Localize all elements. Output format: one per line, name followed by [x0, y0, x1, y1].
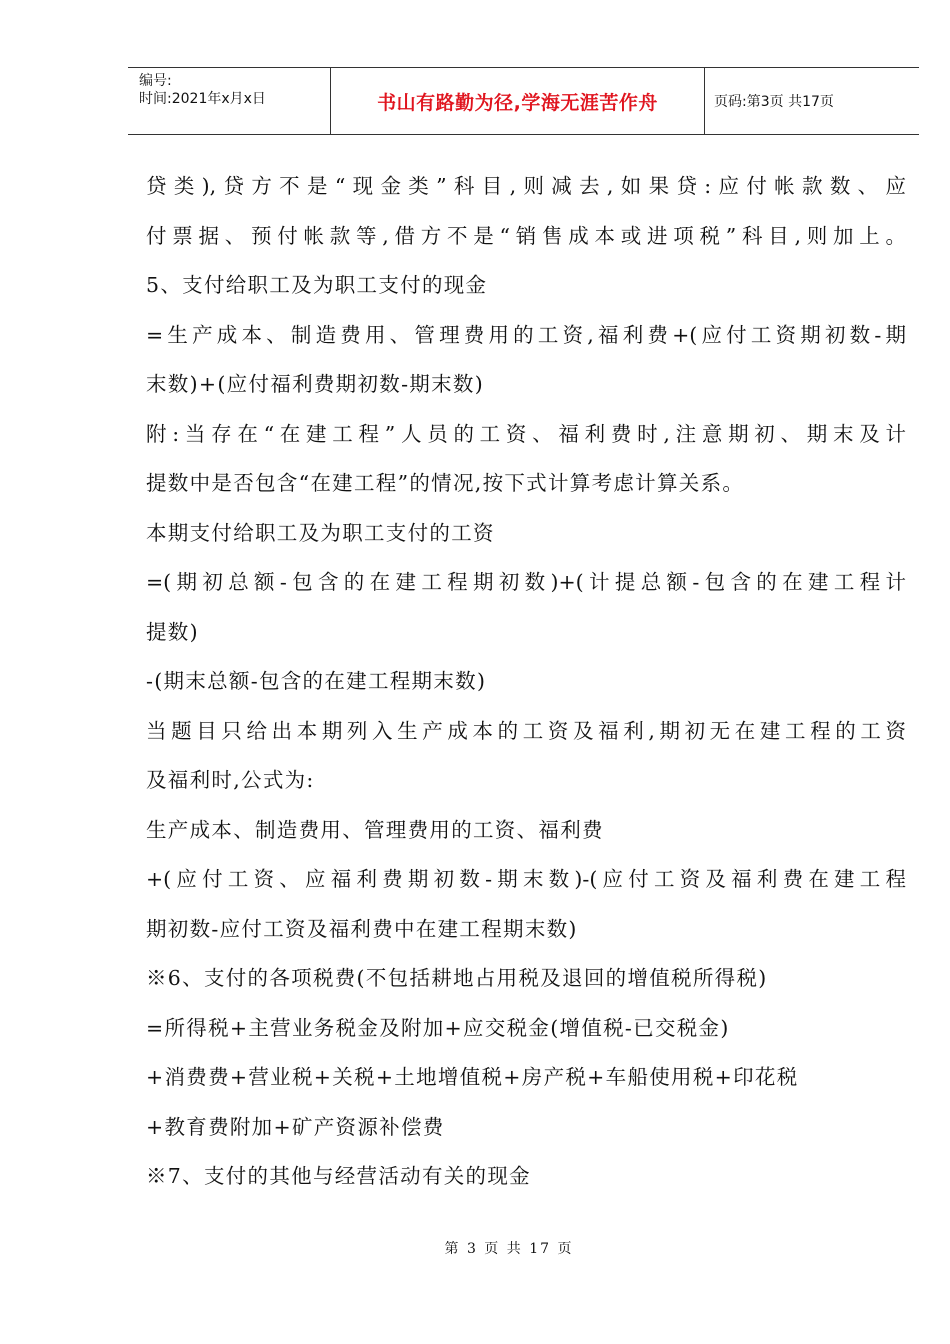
- body-line: =所得税+主营业务税金及附加+应交税金(增值税-已交税金): [146, 1015, 730, 1040]
- page-header: [128, 67, 919, 135]
- body-line: 及福利时,公式为:: [146, 768, 315, 792]
- body-line: 5、支付给职工及为职工支付的现金: [146, 273, 488, 297]
- body-line: 末数)+(应付福利费期初数-期末数): [146, 372, 484, 396]
- body-line: 本期支付给职工及为职工支付的工资: [146, 520, 495, 545]
- body-line: 期初数-应付工资及福利费中在建工程期末数): [146, 916, 578, 941]
- body-line: ※7、支付的其他与经营活动有关的现金: [146, 1164, 531, 1188]
- time-label: 时间:2021年x月x日: [139, 91, 266, 107]
- body-line: 生产成本、制造费用、管理费用的工资、福利费: [146, 817, 604, 842]
- body-line: 当题目只给出本期列入生产成本的工资及福利,期初无在建工程的工资: [146, 718, 906, 743]
- page-footer: 第 3 页 共 17 页: [444, 1241, 574, 1257]
- header-meta: [128, 68, 331, 134]
- body-line: 提数): [146, 619, 199, 644]
- body-line: 附:当存在“在建工程”人员的工资、福利费时,注意期初、期末及计: [146, 421, 906, 446]
- body-line: 贷类),贷方不是“现金类”科目,则减去,如果贷:应付帐款数、应: [146, 174, 906, 198]
- header-motto: 书山有路勤为径,学海无涯苦作舟: [331, 68, 705, 134]
- body-line: +(应付工资、应福利费期初数-期末数)-(应付工资及福利费在建工程: [146, 867, 906, 891]
- body-line: +教育费附加+矿产资源补偿费: [146, 1114, 445, 1139]
- body-line: +消费费+营业税+关税+土地增值税+房产税+车船使用税+印花税: [146, 1065, 799, 1089]
- header-page-info: 页码:第3页 共17页: [714, 94, 834, 110]
- body-line: ※6、支付的各项税费(不包括耕地占用税及退回的增值税所得税): [146, 966, 768, 990]
- body-line: =生产成本、制造费用、管理费用的工资,福利费+(应付工资期初数-期: [146, 322, 906, 347]
- body-line: 提数中是否包含“在建工程”的情况,按下式计算考虑计算关系。: [146, 471, 745, 495]
- code-label: 编号:: [139, 73, 172, 89]
- document-body: [146, 162, 906, 1202]
- body-line: 付票据、预付帐款等,借方不是“销售成本或进项税”科目,则加上。: [146, 223, 906, 248]
- body-line: =(期初总额-包含的在建工程期初数)+(计提总额-包含的在建工程计: [146, 570, 906, 594]
- body-line: -(期末总额-包含的在建工程期末数): [146, 669, 487, 693]
